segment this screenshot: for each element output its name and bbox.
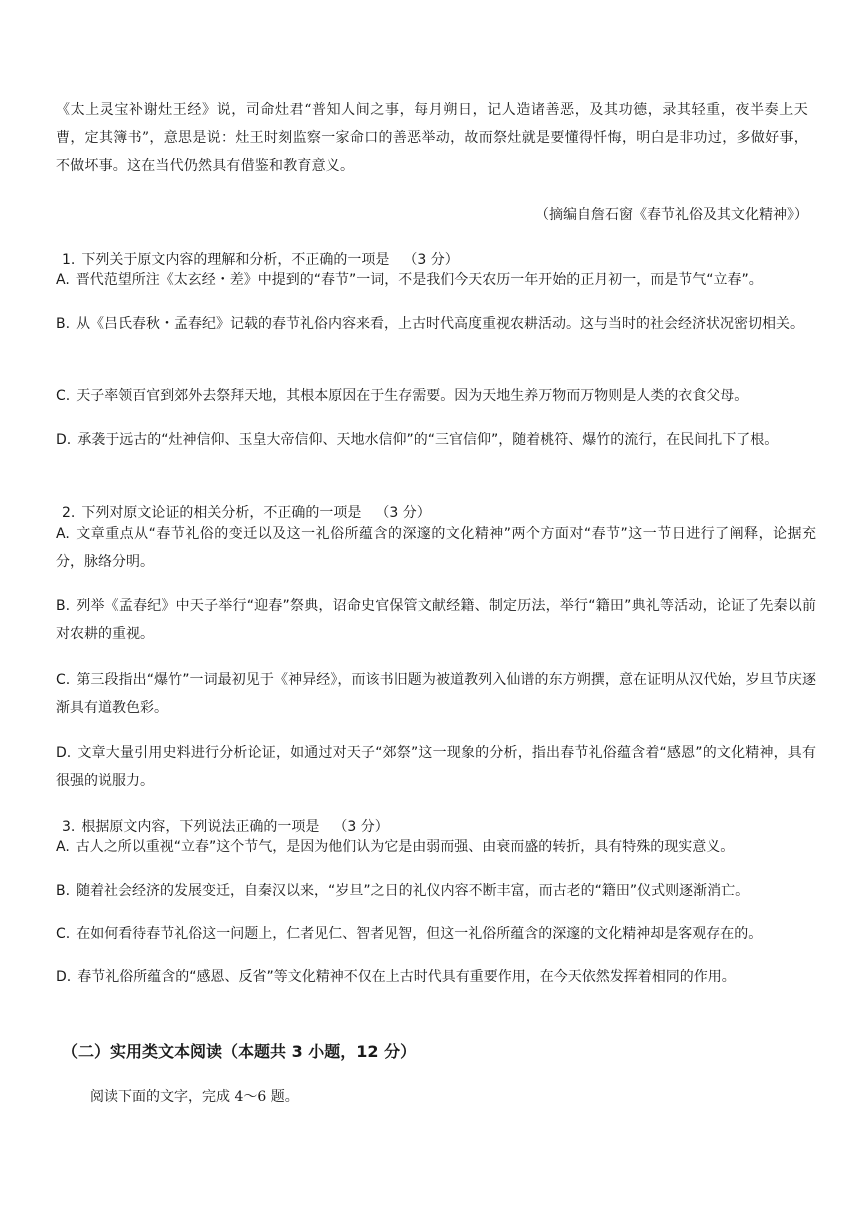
q3-option-a	[56, 833, 816, 861]
question-points: （3 分）	[333, 819, 389, 835]
section-instruction: 阅读下面的文字，完成 4～6 题。	[90, 1089, 299, 1105]
option-text: 在如何看待春节礼俗这一问题上，仁者见仁、智者见智，但这一礼俗所蕴含的深邃的文化精神却是客观存在的。	[76, 926, 763, 942]
section-heading: （二）实用类文本阅读（本题共 3 小题，12 分）	[62, 1042, 417, 1061]
question-points: （3 分）	[403, 252, 459, 268]
question-number: 1.	[62, 252, 76, 268]
q3-option-d	[56, 963, 816, 991]
question-points: （3 分）	[375, 505, 431, 521]
question-number: 2.	[62, 505, 76, 521]
option-key: D.	[56, 969, 72, 985]
option-text: 晋代范望所注《太玄经・差》中提到的“春节”一词，不是我们今天农历一年开始的正月初一，而是节气“立春”。	[75, 272, 763, 288]
question-text: 下列对原文论证的相关分析，不正确的一项是	[81, 505, 362, 521]
option-key: A.	[56, 839, 70, 855]
question-text: 根据原文内容，下列说法正确的一项是	[81, 819, 320, 835]
option-text: 承袭于远古的“灶神信仰、玉皇大帝信仰、天地水信仰”的“三官信仰”，随着桃符、爆竹的流行，在民间扎下了根。	[77, 432, 779, 448]
option-text: 天子率领百官到郊外去祭拜天地，其根本原因在于生存需要。因为天地生养万物而万物则是人类的衣食父母。	[76, 388, 749, 404]
option-text: 列举《孟春纪》中天子举行“迎春”祭典，诏命史官保管文献经籍、制定历法，举行“籍田”典礼等活动，论证了先秦以前对农耕的重视。	[56, 598, 816, 642]
question-text: 下列关于原文内容的理解和分析，不正确的一项是	[81, 252, 390, 268]
source-citation: （摘编自詹石窗《春节礼俗及其文化精神》）	[535, 207, 808, 223]
q2-option-b	[56, 592, 816, 648]
option-key: A.	[56, 272, 70, 288]
q2-option-d	[56, 739, 816, 795]
option-text: 文章重点从“春节礼俗的变迁以及这一礼俗所蕴含的深邃的文化精神”两个方面对“春节”这一节日进行了阐释，论据充分，脉络分明。	[56, 526, 816, 570]
option-key: C.	[56, 926, 71, 942]
q2-option-a	[56, 520, 816, 576]
option-key: D.	[56, 745, 72, 761]
option-key: C.	[56, 672, 71, 688]
q1-option-a	[56, 266, 816, 294]
option-text: 第三段指出“爆竹”一词最初见于《神异经》，而该书旧题为被道教列入仙谱的东方朔撰，意在证明从汉代始，岁旦节庆逐渐具有道教色彩。	[56, 672, 816, 716]
option-text: 古人之所以重视“立春”这个节气，是因为他们认为它是由弱而强、由衰而盛的转折，具有特殊的现实意义。	[75, 839, 735, 855]
option-text: 春节礼俗所蕴含的“感恩、反省”等文化精神不仅在上古时代具有重要作用，在今天依然发挥着相同的作用。	[77, 969, 736, 985]
intro-paragraph: 《太上灵宝补谢灶王经》说，司命灶君“普知人间之事，每月朔日，记人造诸善恶，及其功德，录其轻重，夜半奏上天曹，定其簿书”，意思是说：灶王时刻监察一家命口的善恶举动，故而祭灶就是要懂得忏悔，明白是非功过，多做好事，不做坏事。这在当代仍然具有借鉴和教育意义。	[56, 102, 808, 174]
option-key: B.	[56, 316, 71, 332]
option-key: D.	[56, 432, 72, 448]
option-key: B.	[56, 598, 71, 614]
q1-option-d	[56, 426, 816, 454]
option-key: A.	[56, 526, 70, 542]
question-number: 3.	[62, 819, 76, 835]
option-text: 随着社会经济的发展变迁，自秦汉以来，“岁旦”之日的礼仪内容不断丰富，而古老的“籍田”仪式则逐渐消亡。	[76, 883, 750, 899]
q3-option-b	[56, 877, 816, 905]
q2-option-c	[56, 666, 816, 722]
option-key: B.	[56, 883, 71, 899]
option-text: 从《吕氏春秋・孟春纪》记载的春节礼俗内容来看，上古时代高度重视农耕活动。这与当时的社会经济状况密切相关。	[76, 316, 805, 332]
q1-option-b	[56, 310, 816, 338]
q1-option-c	[56, 382, 816, 410]
q3-option-c	[56, 920, 816, 948]
option-key: C.	[56, 388, 71, 404]
option-text: 文章大量引用史料进行分析论证，如通过对天子“郊祭”这一现象的分析，指出春节礼俗蕴含着“感恩”的文化精神，具有很强的说服力。	[56, 745, 816, 789]
